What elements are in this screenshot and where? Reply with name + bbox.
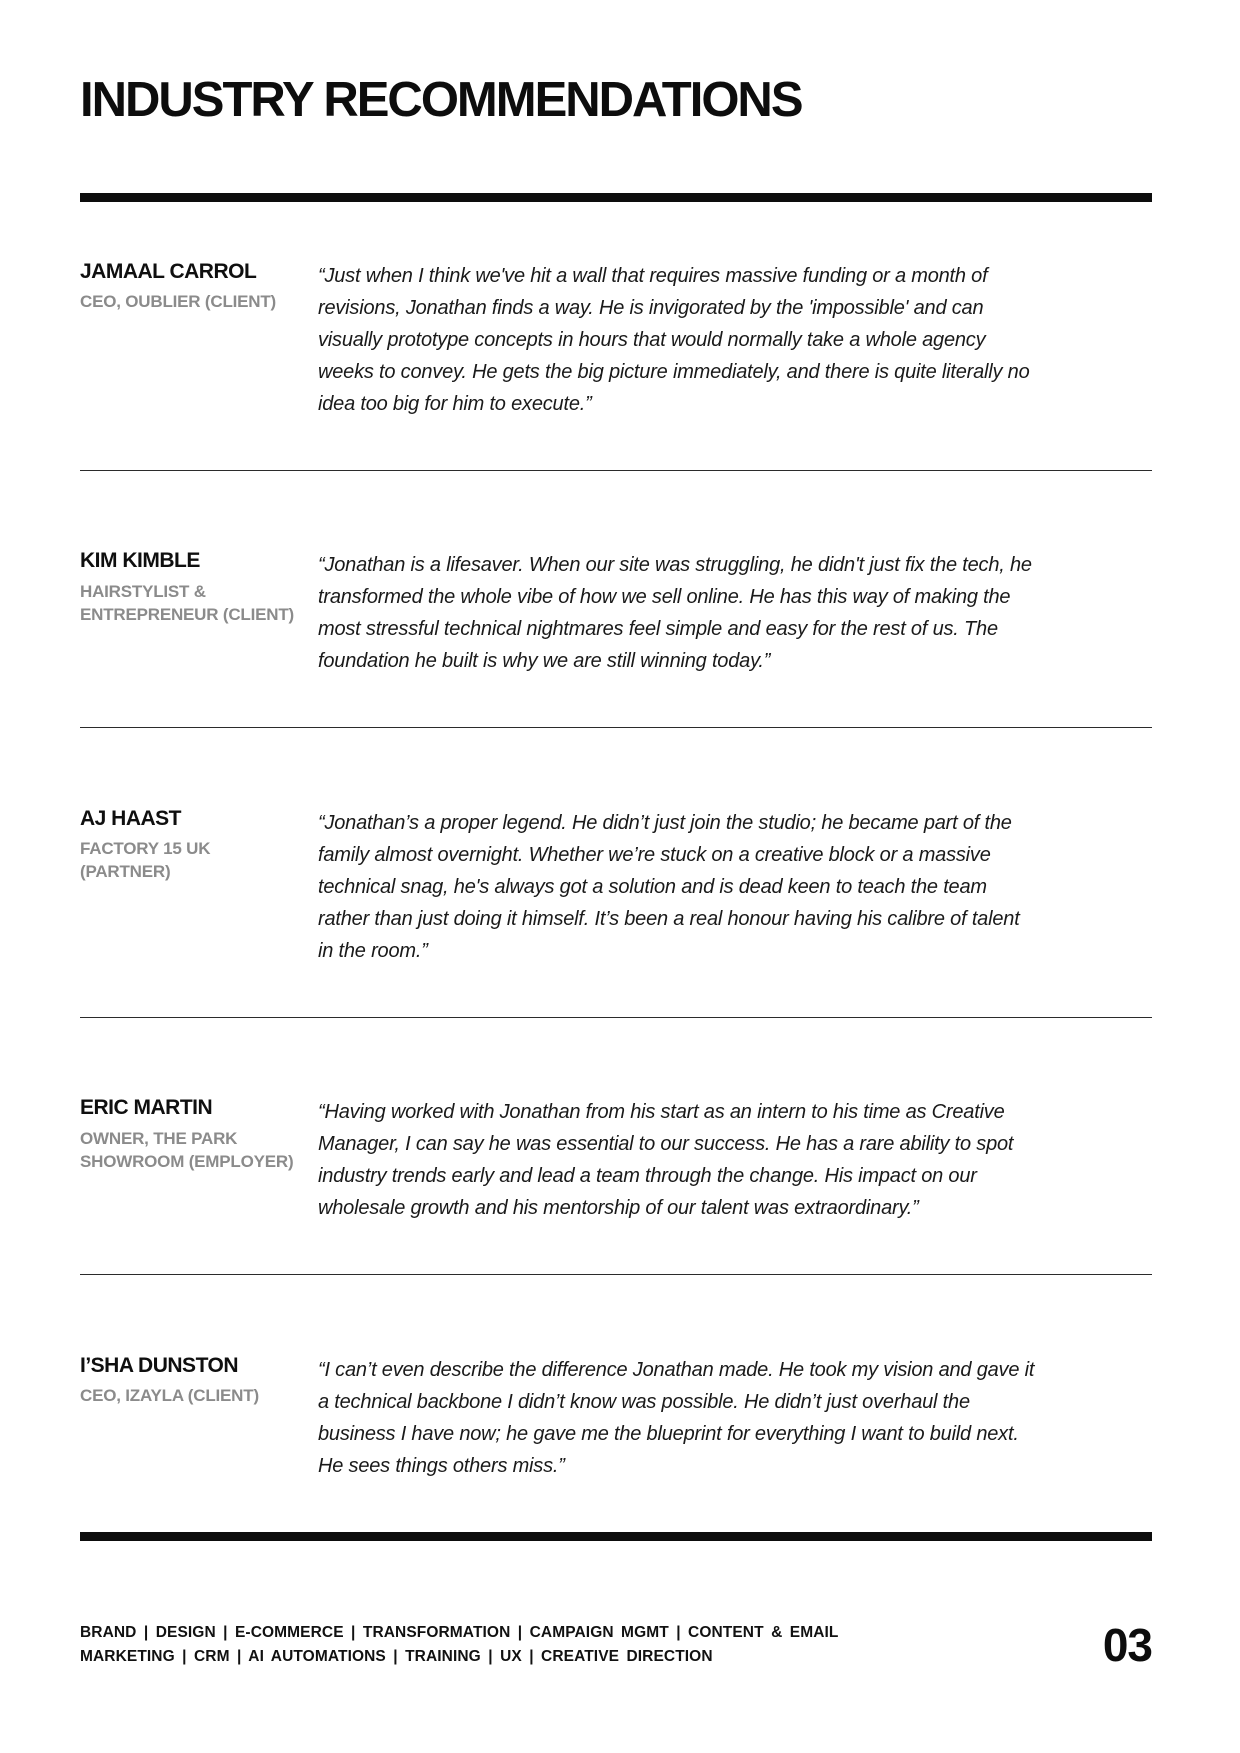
recommender-name: I’SHA DUNSTON bbox=[80, 1353, 239, 1377]
recommendations-list bbox=[80, 202, 1152, 1532]
recommender-name: AJ HAAST bbox=[80, 806, 182, 830]
recommender-role: CEO, IZAYLA (CLIENT) bbox=[80, 1386, 259, 1406]
recommender-role: FACTORY 15 UK (PARTNER) bbox=[80, 839, 211, 882]
recommendation-quote: “I can’t even describe the difference Jonathan made. He took my vision and gave it a technical backbone I didn’t know was possible. He didn’t just overhaul the business I have now; he gave me the blueprint for everything I want to build next. He sees things others miss.” bbox=[318, 1358, 1035, 1477]
recommendation-item bbox=[80, 1296, 1152, 1532]
recommendation-quote: “Having worked with Jonathan from his start as an intern to his time as Creative Manager, I can say he was essential to our success. He has a rare ability to spot industry trends early and lead a team through the change. His impact on our wholesale growth and his mentorship of our talent was extraordinary.” bbox=[318, 1101, 1014, 1220]
recommender-name: KIM KIMBLE bbox=[80, 549, 200, 573]
recommendation-quote: “Jonathan’s a proper legend. He didn’t just join the studio; he became part of the family almost overnight. Whether we’re stuck on a creative block or a massive technical snag, he's always got a solution and is dead keen to teach the team rather than just doing it himself. It’s been a real honour having his calibre of talent in the room.” bbox=[318, 811, 1020, 962]
page-title: INDUSTRY RECOMMENDATIONS bbox=[80, 73, 802, 127]
recommendation-item bbox=[80, 749, 1152, 1018]
recommendation-item bbox=[80, 1038, 1152, 1275]
page-footer bbox=[80, 1618, 1152, 1671]
recommender-name: JAMAAL CARROL bbox=[80, 260, 257, 283]
recommender-role: CEO, OUBLIER (CLIENT) bbox=[80, 292, 277, 312]
recommendation-quote: “Just when I think we've hit a wall that requires massive funding or a month of revisions, Jonathan finds a way. He is invigorated by the 'impossible' and can visually prototype concepts in hours that would normally take a whole agency weeks to convey. He gets the big picture immediately, and there is quite literally no idea too big for him to execute.” bbox=[318, 265, 1030, 415]
recommender-role: HAIRSTYLIST & ENTREPRENEUR (CLIENT) bbox=[80, 581, 294, 624]
page-number: 03 bbox=[1102, 1618, 1152, 1671]
recommender-role: OWNER, THE PARK SHOWROOM (EMPLOYER) bbox=[80, 1128, 294, 1171]
recommender-info bbox=[80, 549, 318, 677]
top-rule bbox=[80, 193, 1152, 202]
recommender-info bbox=[80, 807, 318, 967]
recommendation-quote: “Jonathan is a lifesaver. When our site was struggling, he didn't just fix the tech, he transformed the whole vibe of how we sell online. He has this way of making the most stressful technical nightmares feel simple and easy for the rest of us. The foundation he built is why we are still winning today.” bbox=[318, 554, 1032, 673]
recommender-info bbox=[80, 1354, 318, 1482]
bottom-rule bbox=[80, 1532, 1152, 1541]
footer-skills: BRAND | DESIGN | E-COMMERCE | TRANSFORMATION | CAMPAIGN MGMT | CONTENT & EMAIL MARKETING | CRM | AI AUTOMATIONS | TRAINING | UX | CREATIVE DIRECTION bbox=[80, 1623, 839, 1665]
recommender-info bbox=[80, 1096, 318, 1224]
recommendation-item bbox=[80, 202, 1152, 471]
recommender-name: ERIC MARTIN bbox=[80, 1096, 213, 1120]
recommender-info bbox=[80, 260, 318, 420]
recommendation-item bbox=[80, 491, 1152, 728]
